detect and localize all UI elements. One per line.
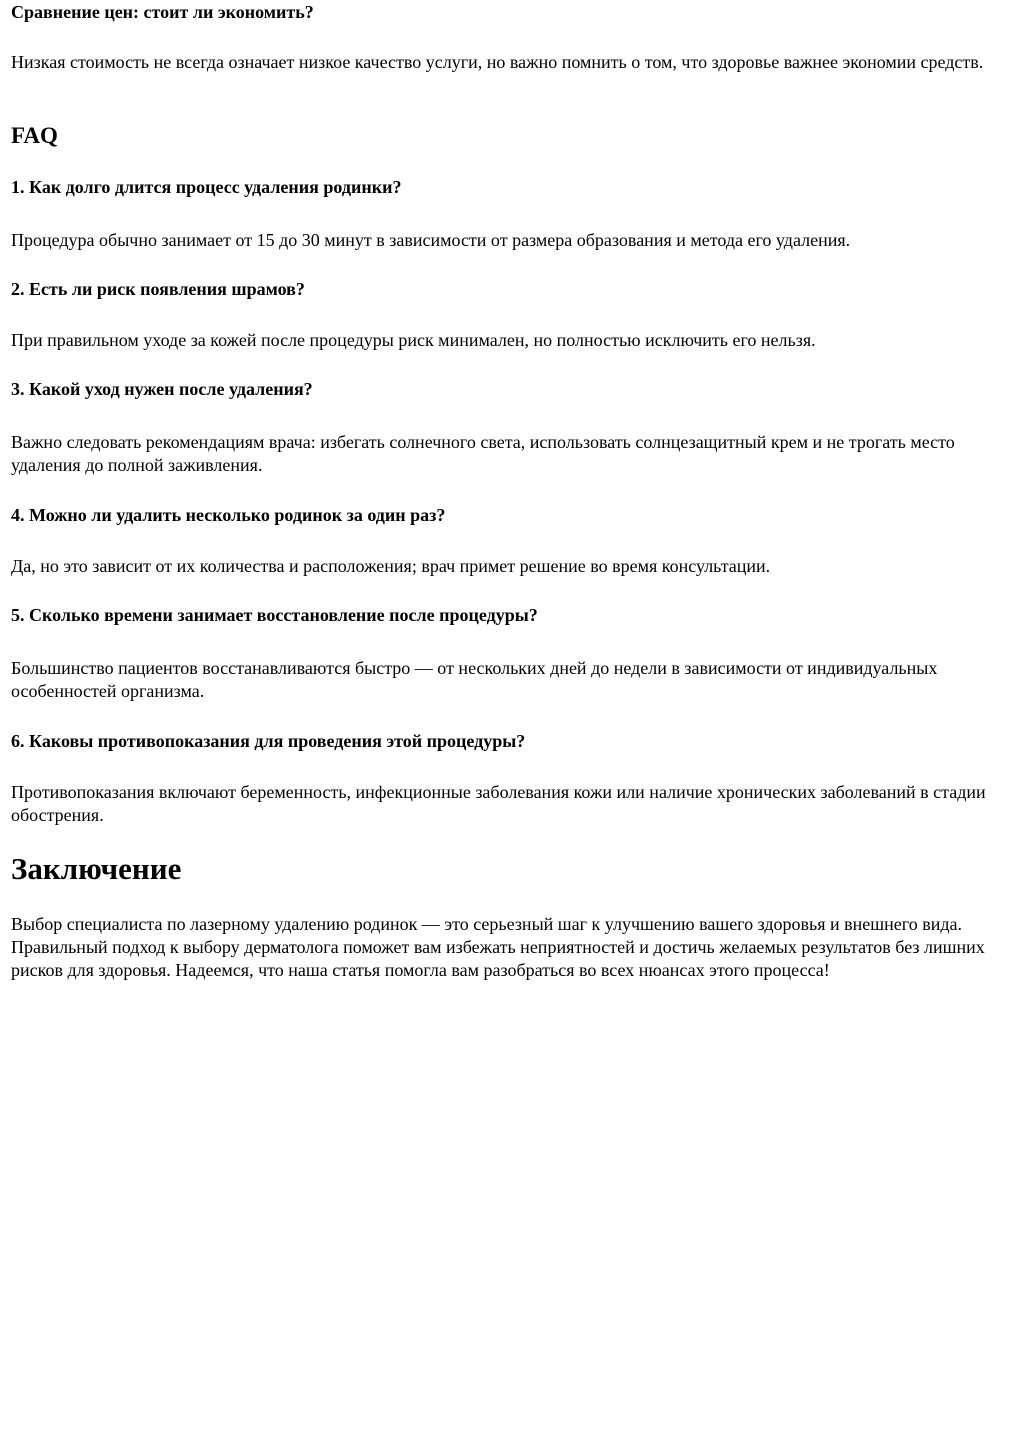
faq-question-3: 3. Какой уход нужен после удаления? bbox=[11, 379, 313, 399]
faq-question-1: 1. Как долго длится процесс удаления родинки? bbox=[11, 177, 402, 197]
faq-answer-5: Большинство пациентов восстанавливаются быстро — от нескольких дней до недели в зависимости от индивидуальных особенностей организма. bbox=[11, 658, 938, 701]
faq-heading: FAQ bbox=[11, 123, 58, 148]
faq-question-5: 5. Сколько времени занимает восстановление после процедуры? bbox=[11, 605, 538, 625]
faq-question-2: 2. Есть ли риск появления шрамов? bbox=[11, 279, 305, 299]
faq-answer-6: Противопоказания включают беременность, инфекционные заболевания кожи или наличие хронических заболеваний в стадии обострения. bbox=[11, 782, 986, 825]
faq-answer-4: Да, но это зависит от их количества и расположения; врач примет решение во время консультации. bbox=[11, 556, 771, 576]
faq-answer-1: Процедура обычно занимает от 15 до 30 минут в зависимости от размера образования и метода его удаления. bbox=[11, 230, 851, 250]
faq-answer-3: Важно следовать рекомендациям врача: избегать солнечного света, использовать солнцезащитный крем и не трогать место удаления до полной заживления. bbox=[11, 432, 955, 475]
conclusion-heading: Заключение bbox=[11, 851, 182, 886]
faq-question-6: 6. Каковы противопоказания для проведения этой процедуры? bbox=[11, 731, 526, 751]
faq-question-4: 4. Можно ли удалить несколько родинок за один раз? bbox=[11, 505, 446, 525]
price-section-heading: Сравнение цен: стоит ли экономить? bbox=[11, 2, 314, 22]
price-section-text: Низкая стоимость не всегда означает низкое качество услуги, но важно помнить о том, что здоровье важнее экономии средств. bbox=[11, 52, 984, 72]
faq-answer-2: При правильном уходе за кожей после процедуры риск минимален, но полностью исключить его нельзя. bbox=[11, 330, 816, 350]
conclusion-text: Выбор специалиста по лазерному удалению родинок — это серьезный шаг к улучшению вашего здоровья и внешнего вида. Правильный подход к выбору дерматолога поможет вам избежать неприятностей и достичь желаемых результатов без лишних рисков для здоровья. Надеемся, что наша статья помогла вам разобраться во всех нюансах этого процесса! bbox=[11, 914, 985, 980]
